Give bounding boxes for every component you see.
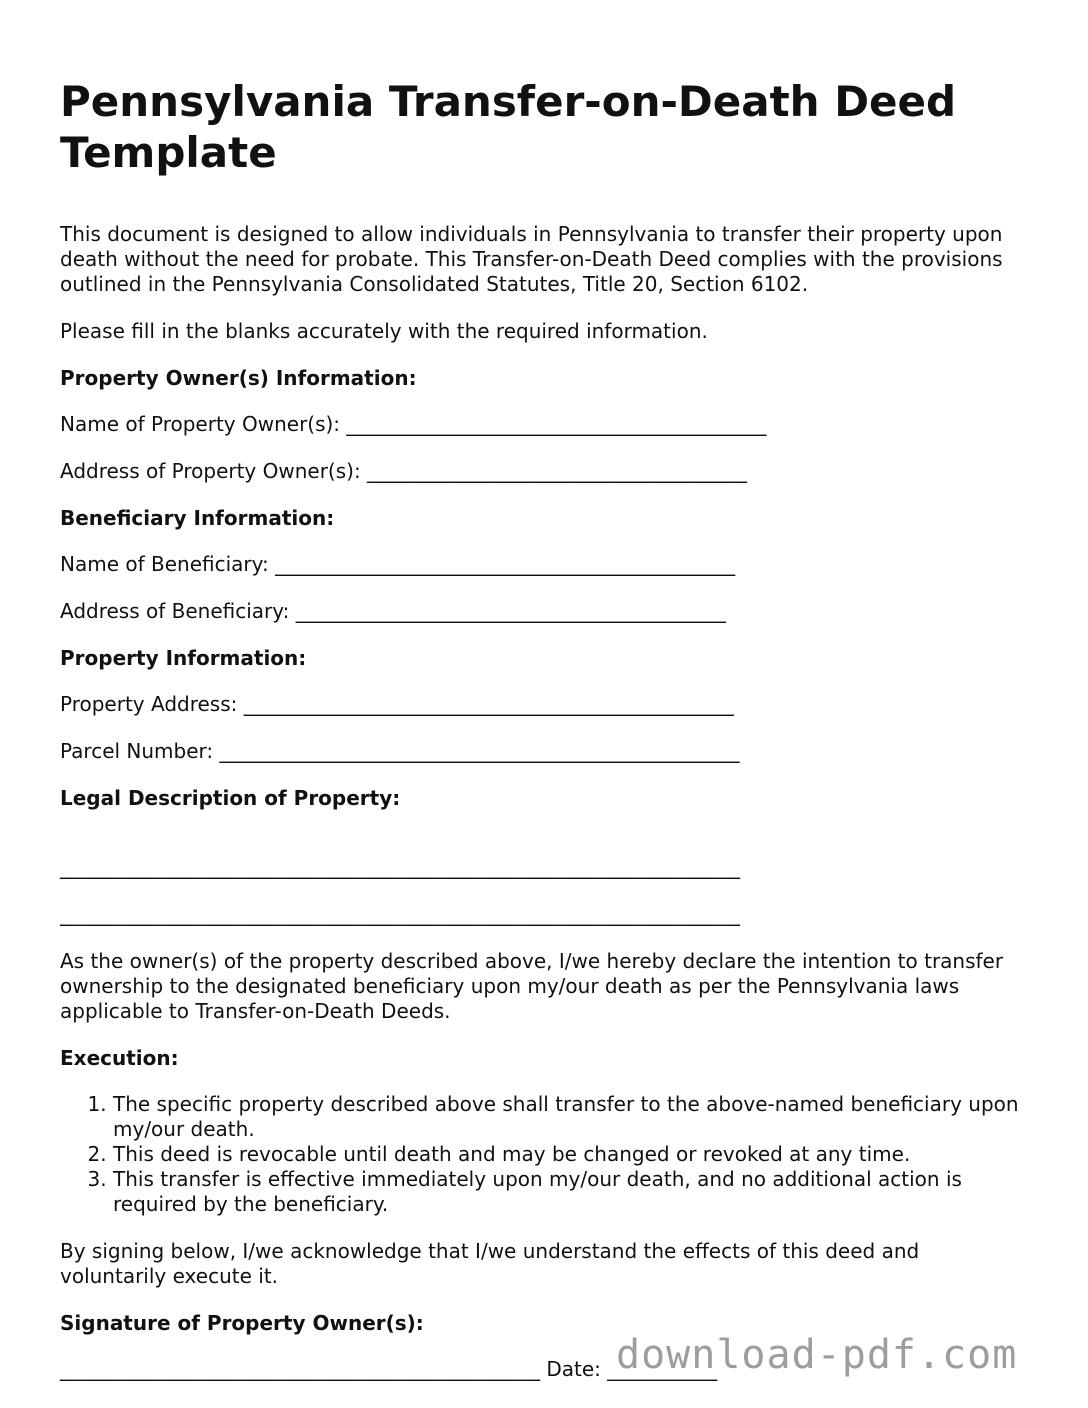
signature-date-line[interactable]: ________________________________________________ Date: ___________ (60, 1357, 718, 1381)
signature-heading: Signature of Property Owner(s): (60, 1311, 424, 1335)
instruction-paragraph: Please fill in the blanks accurately with the required information. (60, 319, 708, 343)
execution-item-2: 2. This deed is revocable until death and may be changed or revoked at any time. (113, 1142, 1030, 1167)
beneficiary-address-field[interactable]: Address of Beneficiary: ___________________________________________ (60, 599, 726, 623)
intro-paragraph: This document is designed to allow individuals in Pennsylvania to transfer their property upon death without the need for probate. This Transfer-on-Death Deed complies with the provisions outlined in the Pennsylvania Consolidated Statutes, Title 20, Section 6102. (60, 222, 1003, 296)
legal-description-heading: Legal Description of Property: (60, 786, 401, 810)
owner-section-heading: Property Owner(s) Information: (60, 366, 417, 390)
watermark: download-pdf.com (616, 1332, 1018, 1378)
property-section-heading: Property Information: (60, 646, 307, 670)
page-title: Pennsylvania Transfer-on-Death Deed Template (60, 77, 957, 177)
document-page (60, 76, 1030, 1382)
declaration-paragraph: As the owner(s) of the property described above, I/we hereby declare the intention to transfer ownership to the designated beneficiary upon my/our death as per the Pennsylvania laws applicable to Transfer-on-Death Deeds. (60, 949, 1004, 1023)
legal-description-line-2[interactable]: ____________________________________________________________________ (60, 902, 740, 926)
property-address-field[interactable]: Property Address: _________________________________________________ (60, 692, 734, 716)
owner-address-field[interactable]: Address of Property Owner(s): ______________________________________ (60, 459, 748, 483)
owner-name-field[interactable]: Name of Property Owner(s): __________________________________________ (60, 412, 767, 436)
beneficiary-section-heading: Beneficiary Information: (60, 506, 335, 530)
execution-heading: Execution: (60, 1046, 179, 1070)
beneficiary-name-field[interactable]: Name of Beneficiary: ______________________________________________ (60, 552, 736, 576)
legal-description-line-1[interactable]: ____________________________________________________________________ (60, 855, 740, 879)
execution-list (60, 1092, 1030, 1217)
execution-item-1: 1. The specific property described above shall transfer to the above-named beneficiary upon my/our death. (113, 1092, 1030, 1142)
execution-item-3: 3. This transfer is effective immediately upon my/our death, and no additional action is required by the beneficiary. (113, 1167, 1030, 1217)
acknowledgement-paragraph: By signing below, I/we acknowledge that I/we understand the effects of this deed and voluntarily execute it. (60, 1239, 920, 1288)
parcel-number-field[interactable]: Parcel Number: ____________________________________________________ (60, 739, 740, 763)
